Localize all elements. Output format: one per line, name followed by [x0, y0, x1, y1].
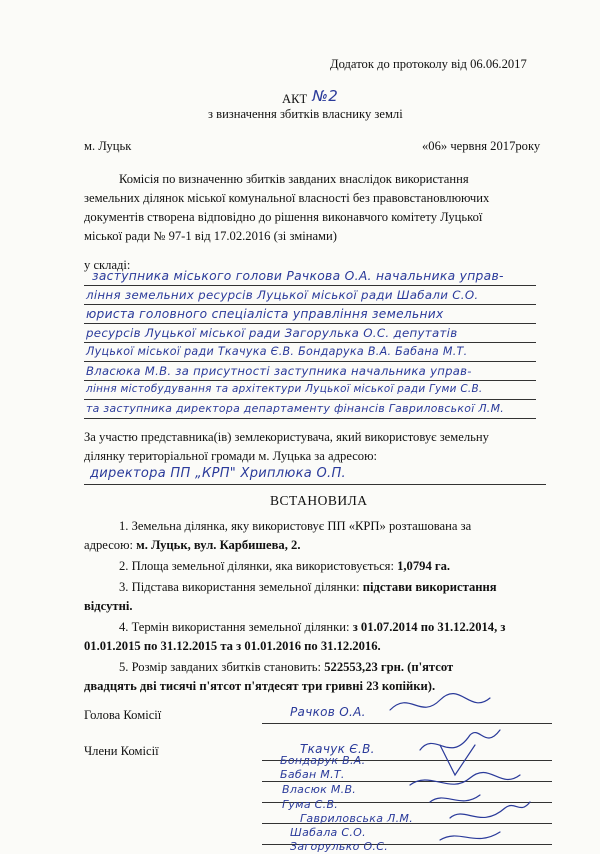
- member-signature-name: Ткачук Є.В.: [300, 742, 375, 756]
- established-heading: ВСТАНОВИЛА: [270, 493, 368, 508]
- item-5-value-cont: двадцять дві тисячі п'ятсот п'ятдесят три гривні 23 копійки).: [84, 679, 436, 693]
- item-1-prefix: адресою:: [84, 538, 133, 552]
- head-signature-name: Рачков О.А.: [290, 705, 366, 719]
- signature-scribbles: [380, 690, 540, 850]
- item-2-text: 2. Площа земельної ділянки, яка використовується:: [119, 559, 394, 573]
- writing-line: [84, 380, 536, 381]
- appendix-note: Додаток до протоколу від 06.06.2017: [330, 57, 527, 71]
- head-label: Голова Комісії: [84, 708, 162, 722]
- intro-line: документів створена відповідно до рішення виконавчого комітету Луцької: [84, 210, 483, 224]
- member-signature-name: Власюк М.В.: [282, 783, 357, 796]
- item-3-value-cont: відсутні.: [84, 599, 133, 613]
- composition-label: у складі:: [84, 258, 131, 272]
- handwritten-line: заступника міського голови Рачкова О.А. начальника управ-: [92, 269, 504, 283]
- act-title: [282, 87, 339, 107]
- member-signature-name: Загорулько О.С.: [290, 840, 389, 853]
- city: м. Луцьк: [84, 139, 132, 153]
- intro-line: земельних ділянок міської комунальної власності без правовстановлюючих: [84, 191, 490, 205]
- item-3-value: підстави використання: [362, 580, 497, 594]
- members-label: Члени Комісії: [84, 744, 159, 758]
- member-signature-name: Бабан М.Т.: [280, 768, 345, 781]
- writing-line: [84, 361, 536, 362]
- item-4-text: 4. Термін використання земельної ділянки:: [119, 620, 350, 634]
- act-label: АКТ: [282, 92, 308, 106]
- item-1: 1. Земельна ділянка, яку використовує ПП «КРП» розташована за: [119, 519, 472, 533]
- writing-line: [84, 323, 536, 324]
- handwritten-line: ресурсів Луцької міської ради Загорулька О.С. депутатів: [86, 326, 458, 340]
- item-4-value: з 01.07.2014 по 31.12.2014, з: [352, 620, 506, 634]
- writing-line: [84, 304, 536, 305]
- member-signature-name: Гума С.В.: [282, 798, 339, 811]
- handwritten-line: Луцької міської ради Ткачука Є.В. Бондарука В.А. Бабана М.Т.: [86, 345, 468, 358]
- handwritten-line: Власюка М.В. за присутності заступника начальника управ-: [86, 364, 472, 378]
- writing-line: [84, 342, 536, 343]
- member-signature-name: Бондарук В.А.: [280, 754, 366, 767]
- item-2-value: 1,0794 га.: [397, 559, 451, 573]
- member-signature-name: Гавриловська Л.М.: [300, 812, 413, 825]
- participation-line: За участю представника(ів) землекористувача, який використовує земельну: [84, 430, 489, 444]
- writing-line: [84, 285, 536, 286]
- writing-line: [84, 418, 536, 419]
- item-1-line2: [84, 538, 300, 553]
- item-3-text: 3. Підстава використання земельної ділянки:: [119, 580, 360, 594]
- item-3: [119, 580, 497, 595]
- item-1-address: м. Луцьк, вул. Карбишева, 2.: [136, 538, 301, 552]
- act-date: «06» червня 2017року: [422, 139, 541, 153]
- writing-line: [84, 399, 536, 400]
- handwritten-line: та заступника директора департаменту фінансів Гавриловської Л.М.: [86, 402, 505, 415]
- member-signature-name: Шабала С.О.: [290, 826, 366, 839]
- handwritten-line: ління земельних ресурсів Луцької міської ради Шабали С.О.: [86, 288, 479, 302]
- item-5-text: 5. Розмір завданих збитків становить:: [119, 660, 322, 674]
- handwritten-line: ління містобудування та архітектури Луцької міської ради Гуми С.В.: [86, 383, 483, 395]
- item-5-value: 522553,23 грн. (п'ятсот: [324, 660, 454, 674]
- item-4: [119, 620, 505, 635]
- intro-line: Комісія по визначенню збитків завданих внаслідок використання: [119, 172, 469, 186]
- intro-line: міської ради № 97-1 від 17.02.2016 (зі змінами): [84, 229, 337, 243]
- handwritten-line: юриста головного спеціаліста управління земельних: [86, 307, 444, 321]
- writing-line: [84, 484, 546, 485]
- item-5: [119, 660, 453, 675]
- participation-line: ділянку територіальної громади м. Луцька за адресою:: [84, 449, 378, 463]
- act-number: №2: [312, 87, 339, 105]
- act-subtitle: з визначення збитків власнику землі: [208, 107, 403, 121]
- item-2: [119, 559, 450, 574]
- handwritten-representative: директора ПП „КРП" Хриплюка О.П.: [90, 466, 346, 481]
- item-4-value-cont: 01.01.2015 по 31.12.2015 та з 01.01.2016 по 31.12.2016.: [84, 639, 381, 653]
